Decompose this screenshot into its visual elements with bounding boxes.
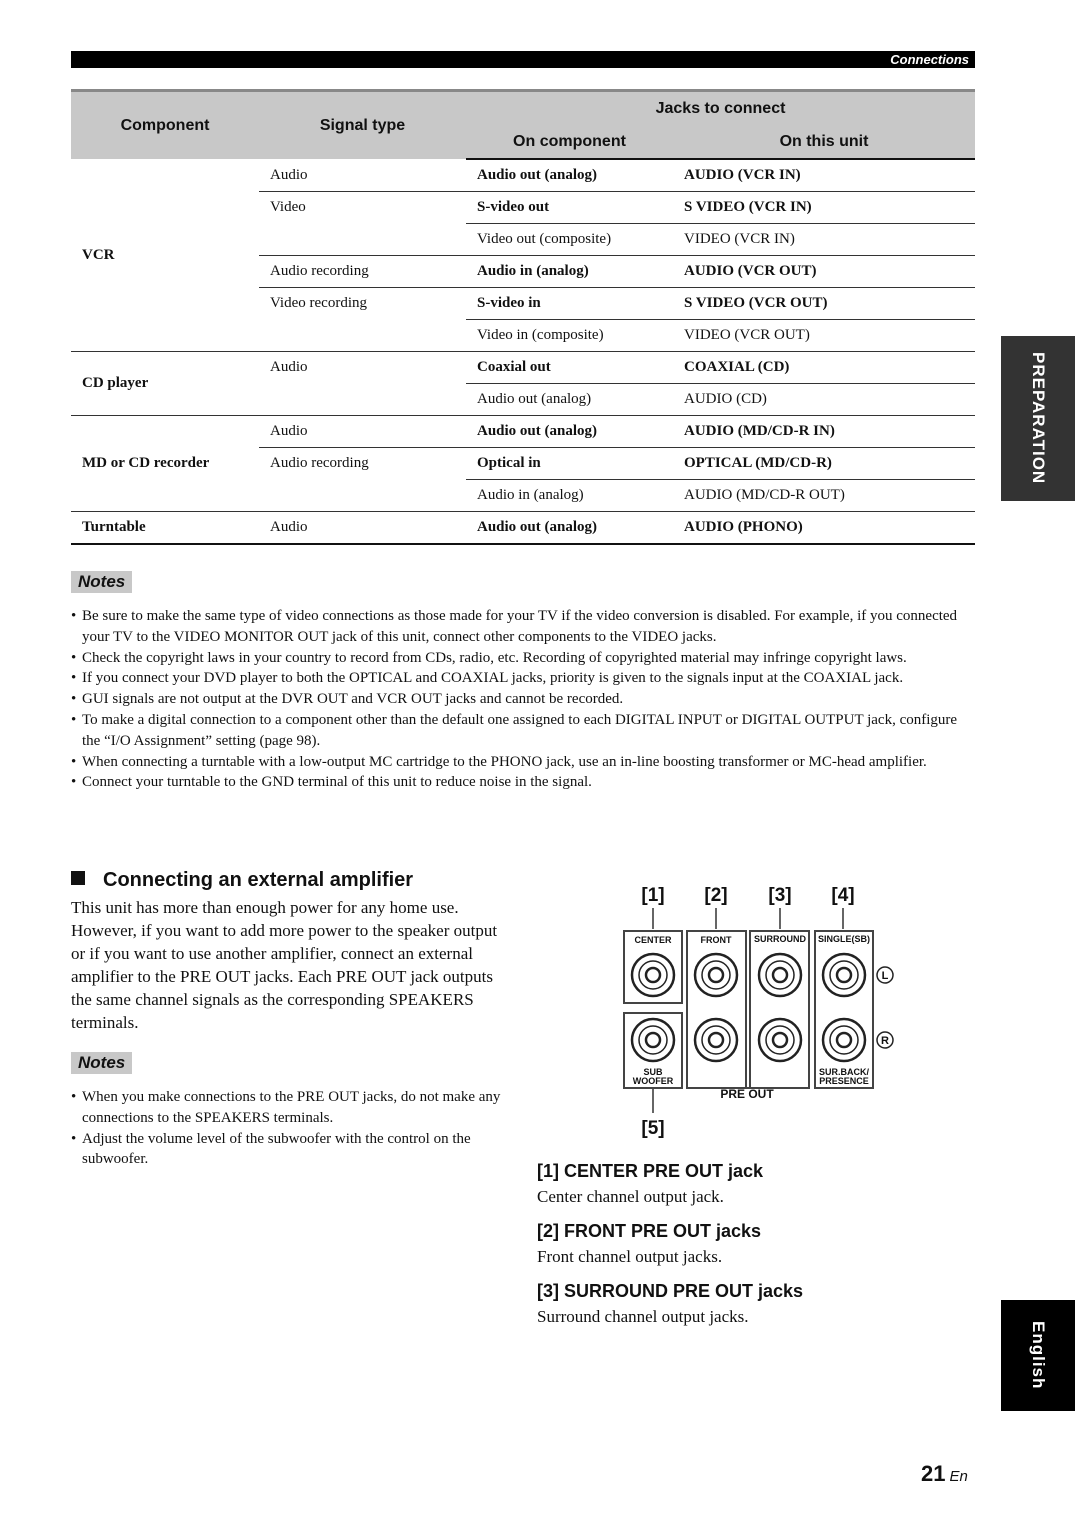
single-right-jack-icon bbox=[823, 1019, 865, 1061]
section-title: Connections bbox=[890, 52, 969, 67]
pre-out-diagram bbox=[610, 876, 910, 1146]
notes-heading: Notes bbox=[71, 571, 132, 593]
cell-on-component: Audio out (analog) bbox=[466, 512, 673, 545]
cell-on-component: Optical in bbox=[466, 448, 673, 480]
cell-on-component: S-video in bbox=[466, 288, 673, 320]
subwoofer-jack-icon bbox=[632, 1019, 674, 1061]
note-item: • When you make connections to the PRE OUT jacks, do not make any connections to the SPEAKERS terminals. bbox=[71, 1087, 511, 1129]
table-row bbox=[71, 159, 975, 192]
single-left-jack-icon bbox=[823, 954, 865, 996]
cell-on-unit: AUDIO (PHONO) bbox=[673, 512, 975, 545]
header-on-this-unit: On this unit bbox=[673, 126, 975, 159]
body-paragraph: This unit has more than enough power for any home use. However, if you want to add more power to the speaker output or if you want to use another amplifier, connect an external amplifier to the PRE OUT jacks. Each PRE OUT jack outputs the same channel signals as the corresponding SPEAKERS terminals. bbox=[71, 898, 498, 1032]
notes-list bbox=[71, 1087, 511, 1170]
surround-right-jack-icon bbox=[759, 1019, 801, 1061]
note-item: • Adjust the volume level of the subwoofer with the control on the subwoofer. bbox=[71, 1129, 511, 1171]
right-channel-label: R bbox=[881, 1035, 889, 1047]
front-label: FRONT bbox=[700, 935, 732, 945]
cell-on-unit: COAXIAL (CD) bbox=[673, 352, 975, 384]
jack-title: [2] FRONT PRE OUT jacks bbox=[537, 1221, 762, 1241]
cell-on-unit: S VIDEO (VCR OUT) bbox=[673, 288, 975, 320]
cell-signal: Audio bbox=[259, 416, 466, 448]
cell-on-unit: AUDIO (VCR IN) bbox=[684, 167, 801, 183]
note-item: • Be sure to make the same type of video connections as those made for your TV if the video conversion is disabled. For example, if you connected your TV to the VIDEO MONITOR OUT jack of this unit, connect other components to the VIDEO jacks. bbox=[71, 606, 976, 648]
cell-on-component: Audio in (analog) bbox=[466, 480, 673, 512]
page-number-value: 21 bbox=[921, 1461, 946, 1486]
jack-title: [3] SURROUND PRE OUT jacks bbox=[537, 1281, 804, 1301]
side-tab-preparation: PREPARATION bbox=[1001, 336, 1075, 501]
cell-on-component: Video in (composite) bbox=[466, 320, 673, 352]
cell-component: CD player bbox=[71, 352, 259, 416]
cell-signal: Video bbox=[259, 192, 466, 256]
header-jacks-to-connect: Jacks to connect bbox=[466, 91, 975, 127]
cell-on-component: Audio in (analog) bbox=[466, 256, 673, 288]
cell-on-component: Video out (composite) bbox=[466, 224, 673, 256]
surround-left-jack-icon bbox=[759, 954, 801, 996]
square-bullet-icon bbox=[71, 871, 85, 885]
cell-signal: Audio recording bbox=[259, 256, 466, 288]
cell-signal: Audio bbox=[270, 166, 308, 183]
header-component: Component bbox=[71, 91, 259, 160]
cell-signal: Video recording bbox=[259, 288, 466, 352]
front-left-jack-icon bbox=[695, 954, 737, 996]
presence-label: PRESENCE bbox=[819, 1076, 869, 1086]
section-header-bar bbox=[71, 51, 975, 68]
callout-1: [1] bbox=[641, 885, 665, 906]
surround-label: SURROUND bbox=[753, 934, 807, 944]
surback-label: SUR.BACK/ bbox=[818, 1067, 870, 1077]
page-language: En bbox=[949, 1468, 968, 1485]
jack-description: Surround channel output jacks. bbox=[537, 1307, 749, 1326]
sub-label: SUB bbox=[643, 1067, 663, 1077]
table-row bbox=[71, 416, 975, 448]
left-channel-label: L bbox=[881, 970, 889, 982]
cell-on-unit: VIDEO (VCR OUT) bbox=[673, 320, 975, 352]
cell-signal: Audio recording bbox=[259, 448, 466, 512]
note-item: • Check the copyright laws in your country to record from CDs, radio, etc. Recording of copyrighted material may infringe copyright laws. bbox=[71, 648, 976, 669]
notes-heading: Notes bbox=[71, 1052, 132, 1074]
cell-on-unit: S VIDEO (VCR IN) bbox=[673, 192, 975, 224]
cell-on-component: S-video out bbox=[466, 192, 673, 224]
note-item: • When connecting a turntable with a low-output MC cartridge to the PHONO jack, use an in-line boosting transformer or MC-head amplifier. bbox=[71, 752, 976, 773]
cell-on-unit: OPTICAL (MD/CD-R) bbox=[673, 448, 975, 480]
cell-signal: Audio bbox=[259, 352, 466, 416]
cell-on-unit: AUDIO (CD) bbox=[673, 384, 975, 416]
header-on-component: On component bbox=[466, 126, 673, 159]
cell-component: Turntable bbox=[71, 512, 259, 545]
cell-on-unit: AUDIO (MD/CD-R IN) bbox=[673, 416, 975, 448]
woofer-label: WOOFER bbox=[632, 1076, 674, 1086]
cell-on-component: Coaxial out bbox=[466, 352, 673, 384]
callout-5: [5] bbox=[641, 1118, 665, 1139]
cell-component: MD or CD recorder bbox=[71, 416, 259, 512]
front-right-jack-icon bbox=[695, 1019, 737, 1061]
pre-out-label: PRE OUT bbox=[720, 1087, 774, 1101]
cell-on-component: Audio out (analog) bbox=[466, 416, 673, 448]
single-label: SINGLE(SB) bbox=[817, 934, 871, 944]
table-row bbox=[71, 512, 975, 545]
cell-on-unit: VIDEO (VCR IN) bbox=[673, 224, 975, 256]
note-item: • To make a digital connection to a component other than the default one assigned to each DIGITAL INPUT or DIGITAL OUTPUT jack, configure the “I/O Assignment” setting (page 98). bbox=[71, 710, 976, 752]
jack-title: [1] CENTER PRE OUT jack bbox=[537, 1161, 764, 1181]
cell-on-component: Audio out (analog) bbox=[477, 167, 598, 183]
connections-table bbox=[71, 89, 975, 545]
center-label: CENTER bbox=[634, 935, 672, 945]
table-row bbox=[71, 352, 975, 384]
callout-4: [4] bbox=[831, 885, 855, 906]
section-heading-text: Connecting an external amplifier bbox=[103, 869, 414, 891]
note-item: • Connect your turntable to the GND terminal of this unit to reduce noise in the signal. bbox=[71, 772, 976, 793]
callout-3: [3] bbox=[768, 885, 792, 906]
note-item: • If you connect your DVD player to both the OPTICAL and COAXIAL jacks, priority is given to the signals input at the COAXIAL jack. bbox=[71, 668, 976, 689]
center-jack-icon bbox=[632, 954, 674, 996]
cell-on-component: Audio out (analog) bbox=[466, 384, 673, 416]
cell-signal: Audio bbox=[259, 512, 466, 545]
notes-list bbox=[71, 606, 976, 793]
section-heading bbox=[71, 869, 413, 892]
side-tab-english: English bbox=[1001, 1300, 1075, 1411]
cell-component: VCR bbox=[82, 246, 115, 263]
header-signal-type: Signal type bbox=[259, 91, 466, 160]
cell-on-unit: AUDIO (VCR OUT) bbox=[673, 256, 975, 288]
cell-on-unit: AUDIO (MD/CD-R OUT) bbox=[673, 480, 975, 512]
note-item: • GUI signals are not output at the DVR OUT and VCR OUT jacks and cannot be recorded. bbox=[71, 689, 976, 710]
jack-description: Center channel output jack. bbox=[537, 1187, 724, 1206]
jack-description: Front channel output jacks. bbox=[537, 1247, 723, 1266]
page-number bbox=[921, 1461, 968, 1487]
callout-2: [2] bbox=[704, 885, 728, 906]
